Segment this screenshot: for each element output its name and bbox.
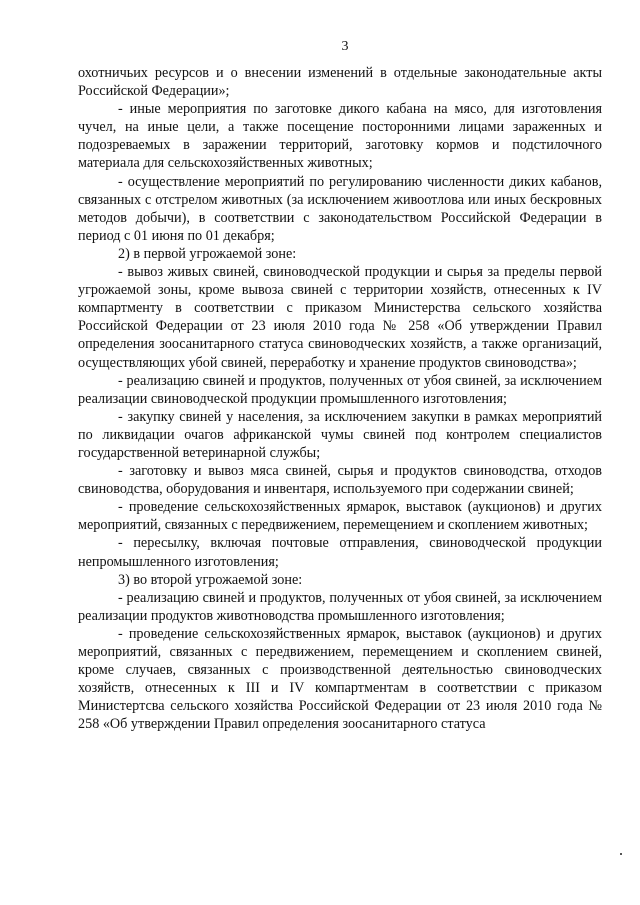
- paragraph: 2) в первой угрожаемой зоне:: [118, 245, 297, 262]
- paragraph: - иные мероприятия по заготовке дикого кабана на мясо, для изготовления чучел, на иные цели, а также посещение посторонними лицами зараженных и подозреваемых в заражении территорий, заготовку кормов и подстилочного материала для сельскохозяйственных животных;: [78, 101, 602, 172]
- paragraph: 3) во второй угрожаемой зоне:: [118, 571, 303, 588]
- paragraph: - реализацию свиней и продуктов, полученных от убоя свиней, за исключением реализации продуктов животноводства промышленного изготовления;: [78, 589, 602, 624]
- paragraph: - проведение сельскохозяйственных ярмарок, выставок (аукционов) и других мероприятий, связанных с передвижением, перемещением и скоплением свиней, кроме случаев, связанных с производственной деятельностью свиноводческих хозяйств, отнесенных к III и IV компартментам в соответствии с приказом Министертсва сельского хозяйства Российской Федерации от 23 июля 2010 года № 258 «Об утверждении Правил определения зоосанитарного статуса: [78, 625, 602, 733]
- scan-speck: [620, 853, 622, 855]
- paragraph: - реализацию свиней и продуктов, полученных от убоя свиней, за исключением реализации свиноводческой продукции промышленного изготовления;: [78, 372, 602, 407]
- page-number: 3: [341, 39, 349, 54]
- paragraph: - осуществление мероприятий по регулированию численности диких кабанов, связанных с отстрелом животных (за исключением живоотлова или иных бескровных методов добычи), в соответствии с законодательством Российской Федерации в период с 01 июня по 01 декабря;: [78, 173, 602, 244]
- paragraph: охотничьих ресурсов и о внесении изменений в отдельные законодательные акты Российской Федерации»;: [78, 65, 602, 100]
- paragraph: - закупку свиней у населения, за исключением закупки в рамках мероприятий по ликвидации очагов африканской чумы свиней под контролем специалистов государственной ветеринарной службы;: [78, 408, 602, 461]
- paragraph: - проведение сельскохозяйственных ярмарок, выставок (аукционов) и других мероприятий, связанных с передвижением, перемещением и скоплением животных;: [78, 499, 602, 534]
- paragraph: - пересылку, включая почтовые отправления, свиноводческой продукции непромышленного изготовления;: [78, 535, 602, 570]
- paragraph: - вывоз живых свиней, свиноводческой продукции и сырья за пределы первой угрожаемой зоны, кроме вывоза свиней с территории хозяйств, отнесенных к IV компартменту в соответствии с приказом Министерства сельского хозяйства Российской Федерации от 23 июля 2010 года № 258 «Об утверждении Правил определения зоосанитарного статуса свиноводческих хозяйств, а также организаций, осуществляющих убой свиней, переработку и хранение продуктов свиноводства»;: [78, 264, 602, 371]
- paragraph: - заготовку и вывоз мяса свиней, сырья и продуктов свиноводства, отходов свиноводства, оборудования и инвентаря, используемого при содержании свиней;: [78, 463, 602, 498]
